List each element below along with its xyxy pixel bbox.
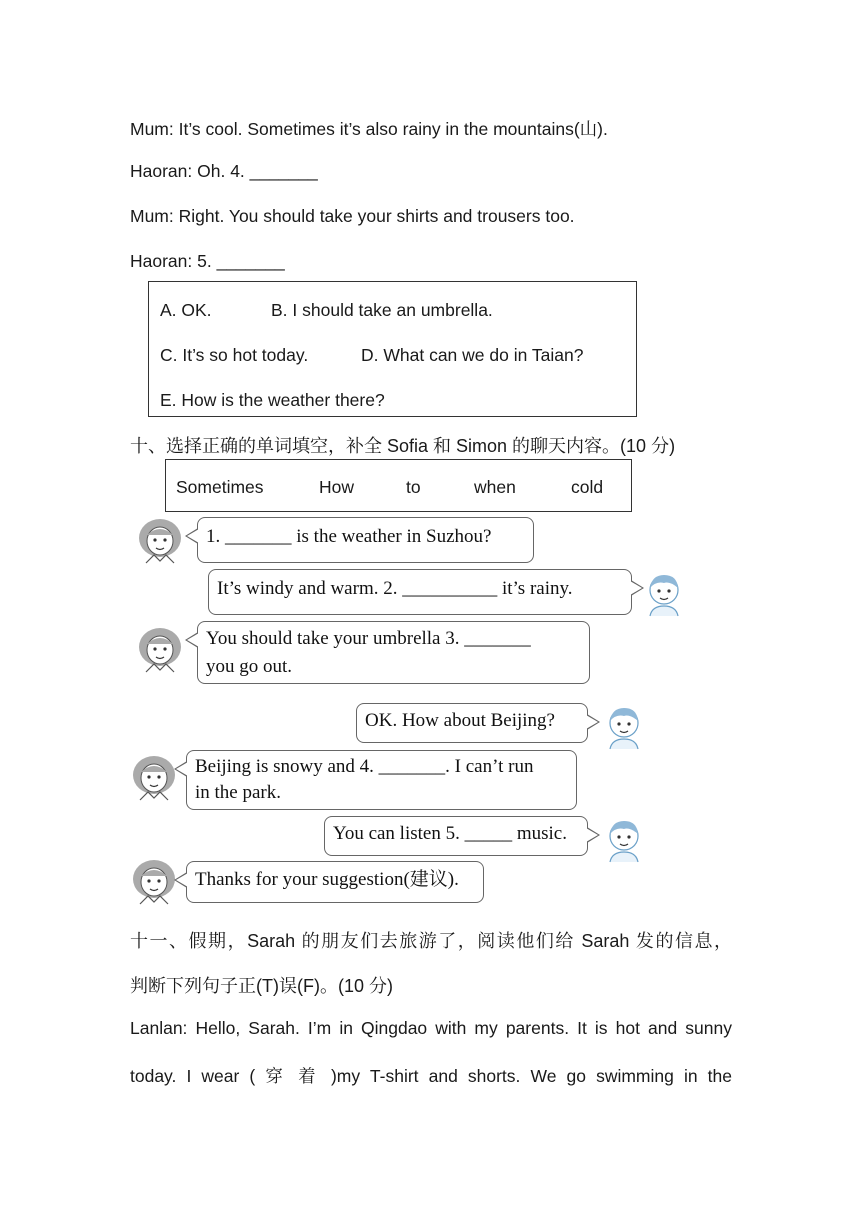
option-d: D. What can we do in Taian? (361, 345, 584, 365)
chat-bubble-7 (186, 861, 484, 903)
word-box (165, 459, 632, 512)
chat-bubble-1 (197, 517, 534, 563)
word-when: when (474, 477, 516, 497)
chat-bubble-6 (324, 816, 588, 856)
option-b: B. I should take an umbrella. (271, 300, 493, 320)
dialogue-line-mum-2: Mum: Right. You should take your shirts and trousers too. (130, 206, 575, 226)
boy-avatar (640, 570, 688, 618)
girl-avatar (136, 517, 184, 565)
chat-text-2: It’s windy and warm. 2. __________ it’s rainy. (217, 578, 573, 599)
chat-bubble-5 (186, 750, 577, 810)
section-11-title-line2: 判断下列句子正(T)误(F)。(10 分) (130, 976, 393, 996)
section-11-title-line1: 十一、假期，Sarah 的朋友们去旅游了，阅读他们给 Sarah 发的信息， (130, 931, 732, 951)
chat-text-5a: Beijing is snowy and 4. _______. I can’t run (195, 756, 534, 777)
girl-avatar (130, 858, 178, 906)
word-sometimes: Sometimes (176, 477, 264, 497)
chat-text-3a: You should take your umbrella 3. _______ (206, 628, 531, 649)
section-11-paragraph-line2: today. I wear ( 穿 着 )my T-shirt and shorts. We go swimming in the (130, 1066, 732, 1086)
girl-avatar (130, 754, 178, 802)
dialogue-line-haoran-4: Haoran: Oh. 4. _______ (130, 161, 318, 181)
word-to: to (406, 477, 421, 497)
chat-text-1: 1. _______ is the weather in Suzhou? (206, 526, 492, 547)
word-how: How (319, 477, 355, 497)
dialogue-line-haoran-5: Haoran: 5. _______ (130, 251, 285, 271)
options-box (148, 281, 637, 417)
chat-bubble-3 (197, 621, 590, 684)
dialogue-line-mum-1: Mum: It’s cool. Sometimes it’s also rainy in the mountains(山). (130, 119, 608, 139)
chat-text-5b: in the park. (195, 782, 282, 803)
chat-bubble-4 (356, 703, 588, 743)
boy-avatar (600, 703, 648, 751)
girl-avatar (136, 626, 184, 674)
chat-bubble-2 (208, 569, 632, 615)
word-cold: cold (571, 477, 604, 497)
option-c: C. It’s so hot today. (160, 345, 309, 365)
chat-text-7: Thanks for your suggestion(建议). (195, 869, 459, 890)
section-10-title: 十、选择正确的单词填空，补全 Sofia 和 Simon 的聊天内容。(10 分) (130, 436, 676, 456)
section-11-paragraph-line1: Lanlan: Hello, Sarah. I’m in Qingdao with my parents. It is hot and sunny (130, 1018, 732, 1038)
chat-text-3b: you go out. (206, 656, 293, 677)
option-a: A. OK. (160, 300, 212, 320)
boy-avatar (600, 816, 648, 864)
chat-text-4: OK. How about Beijing? (365, 710, 555, 731)
option-e: E. How is the weather there? (160, 390, 385, 410)
chat-text-6: You can listen 5. _____ music. (333, 823, 567, 844)
